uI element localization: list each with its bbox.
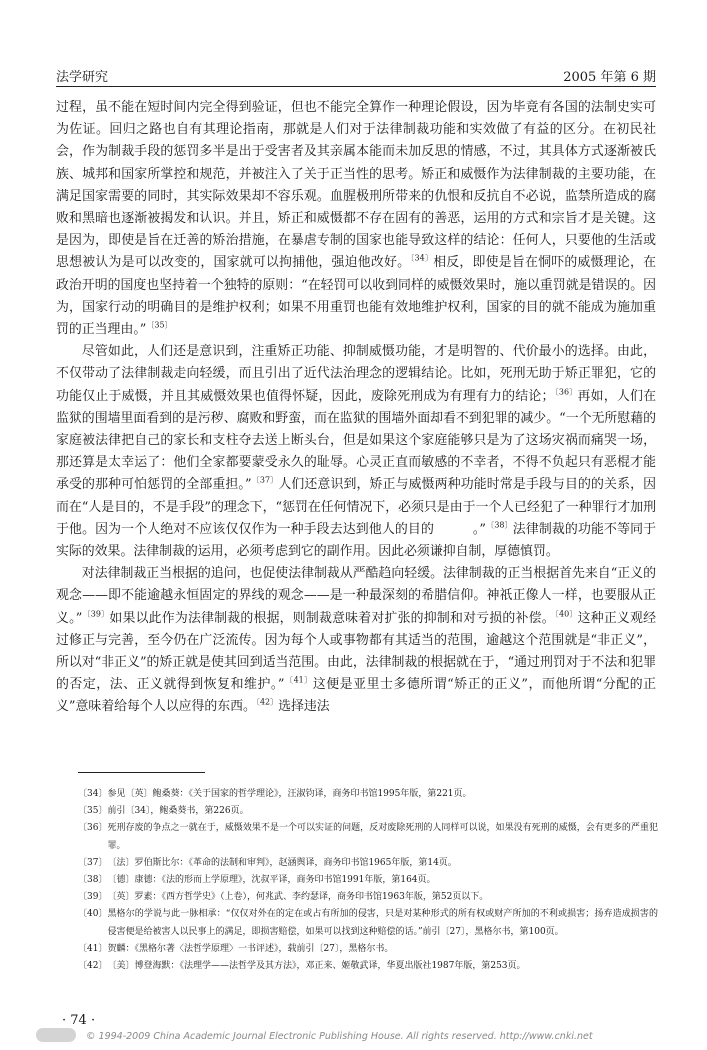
paragraph-text: 过程，虽不能在短时间内完全得到验证，但也不能完全算作一种理论假设，因为毕竟有各国的法制史实可为佐证。回归之路也自有其理论指南，那就是人们对于法律制裁功能和实效做了有益的区分。在初民社会，作为制裁手段的惩罚多半是出于受害者及其亲属本能而未加反思的情感，不过，其具体方式逐渐被氏族、城邦和国家所掌控和规范，并被注入了关于正当性的思考。矫正和威慑作为法律制裁的主要功能，在满足国家需要的同时，其实际效果却不容乐观。血腥极刑所带来的仇恨和反抗自不必说，监禁所造成的腐败和黑暗也逐渐被揭发和认识。并且，矫正和威慑都不存在固有的善恶，运用的方式和宗旨才是关键。这是因为，即使是旨在迁善的矫治措施，在暴虐专制的国家也能导致这样的结论：任何人，只要他的生活或思想被认为是可以改变的，国家就可以拘捕他，强迫他改好。 [56,100,656,271]
paragraph-text: 选择违法 [278,699,330,715]
footnote-number: 〔40〕 [78,909,108,920]
footnote-ref-number: 35 [154,320,165,330]
footnote-ref: 〔38〕 [486,520,513,530]
footnote-item [78,803,658,820]
footnote-ref: 〔41〕 [284,675,313,685]
paragraph-text: 相反，即使是旨在恫吓的威慑理论，在政治开明的国度也坚持着一个独特的原则：“在轻罚可以收到同样的威慑效果时，施以重罚就是错误的。因为，国家行动的明确目的是维护权利；如果不用重罚也能有效地维护权利，国家的目的就不能成为施加重罚的正当理由。” [56,255,657,338]
page-number: · 74 · [62,1013,96,1028]
paragraph-text: 尽管如此，人们还是意识到，注重矫正功能、抑制威慑功能，才是明智的、代价最小的选择。由此，不仅带动了法律制裁走向轻缓，而且引出了近代法治理念的逻辑结论。比如，死刑无助于矫正罪犯，它的功能仅止于威慑，并且其威慑效果也值得怀疑，因此，废除死刑成为有理有力的结论； [56,344,656,404]
footnote-ref: 〔42〕 [255,698,279,708]
footnote-ref-number: 42 [259,698,271,708]
footnote-ref-number: 37 [259,476,271,486]
footnote-text: 〔法〕罗伯斯比尔：《革命的法制和审判》，赵涵舆译，商务印书馆1965年版，第14页。 [107,857,457,868]
footnote-item [78,941,658,958]
footnote-number: 〔42〕 [78,961,108,972]
paragraph-text: 这便是亚里士多德所谓“矫正的正义”，而他所谓“分配的正义”意味着给每个人以应得的东西。 [56,677,657,715]
footnote-rule [78,772,205,773]
footnote-item [78,820,658,854]
footnote-number: 〔37〕 [78,857,108,868]
paragraph [56,341,656,563]
paragraph-text: 法律制裁的功能不等同于实际的效果。法律制裁的运用，必须考虑到它的副作用。因此必须谦抑自制，厚德慎罚。 [56,521,657,560]
footnote-text: 贺麟：《黑格尔著〈法哲学原理〉一书评述》，载前引〔27〕，黑格尔书。 [107,943,394,954]
footnote-ref-number: 41 [293,675,304,685]
footnote-text: 〔德〕康德：《法的形而上学原理》，沈叔平译，商务印书馆1991年版，第164页。 [107,875,436,886]
running-header [56,66,656,86]
footnote-text: 〔美〕博登海默：《法理学——法哲学及其方法》，邓正来、姬敬武译，华夏出版社1987年版，第253页。 [107,961,526,972]
paragraph-text: 对法律制裁正当根据的追问，也促使法律制裁从严酷趋向轻缓。法律制裁的正当根据首先来自“正义的观念——即不能逾越永恒固定的界线的观念——是一种最深刻的希腊信仰。神祇正像人一样，也要服从正义。” [56,566,656,626]
paragraph-text: 再如，人们在监狱的围墙里面看到的是污秽、腐败和野蛮，而在监狱的围墙外面却看不到犯罪的减少。“一个无所慰藉的家庭被法律把自己的家长和支柱夺去送上断头台，但是如果这个家庭能够只是为了这场灾祸而痛哭一场，那还算是太幸运了：他们全家都要蒙受永久的耻辱。心灵正直而敏感的不幸者，不得不负起只有恶棍才能承受的那种可怕惩罚的全部重担。” [56,388,657,493]
footnote-item [78,906,658,940]
footnote-number: 〔39〕 [78,892,108,903]
footnote-item [78,958,658,975]
footnote-ref-number: 38 [494,520,505,530]
footnote-ref-number: 36 [558,387,570,397]
footnote-ref-number: 39 [90,609,101,619]
footnote-number: 〔36〕 [78,823,108,834]
footnote-ref: 〔37〕 [251,476,279,486]
paragraph [56,97,656,341]
footnote-ref: 〔35〕 [146,320,173,330]
paragraph [56,563,656,718]
footnote-number: 〔41〕 [78,943,108,954]
copyright-footer: © 1994-2009 China Academic Journal Electronic Publishing House. All rights reserved. http://www.cnki.net [86,1031,593,1042]
footnote-number: 〔34〕 [78,789,108,799]
footnote-ref-number: 40 [559,609,570,619]
footnote-text: 〔英〕罗素：《西方哲学史》（上卷），何兆武、李约瑟译，商务印书馆1963年版，第52页以下。 [107,892,489,903]
cnki-logo [36,1028,76,1042]
footnotes [78,786,658,975]
journal-title: 法学研究 [56,70,109,85]
paragraph-text: 。” [472,521,487,537]
footnote-ref: 〔34〕 [410,254,434,264]
footnote-ref: 〔36〕 [554,387,578,397]
footnote-ref: 〔40〕 [554,609,578,619]
footnote-item [78,889,658,906]
footnote-text: 黑格尔的学说与此一脉相承：“仅仅对外在的定在或占有所加的侵害，只是对某种形式的所有权或财产所加的不利或损害；扬弃造成损害的侵害便是给被害人以民事上的满足，即损害赔偿，如果可以找到这种赔偿的话。”前引〔27〕，黑格尔书，第100页。 [107,909,658,937]
header-rule [56,86,656,87]
footnote-text: 参见〔英〕鲍桑葵：《关于国家的哲学理论》，汪淑钧译，商务印书馆1995年版，第221页。 [107,789,472,799]
footnote-text: 前引〔34〕，鲍桑葵书，第226页。 [107,806,249,817]
footnote-item [78,786,658,803]
footnote-text: 死刑存废的争点之一就在于，威慑效果不是一个可以实证的问题，反对废除死刑的人同样可以说，如果没有死刑的威慑，会有更多的严重犯罪。 [107,823,658,851]
footnote-item [78,855,658,872]
footnote-number: 〔35〕 [78,806,108,817]
paragraph-text: 如果以此作为法律制裁的根据，则制裁意味着对扩张的抑制和对亏损的补偿。 [109,610,555,626]
footnote-ref-number: 34 [414,254,425,264]
paragraph-text: 人们还意识到，矫正与威慑两种功能时常是手段与目的的关系，因而在“人是目的，不是手段”的理念下，“惩罚在任何情况下，必须只是由于一个人已经犯了一种罪行才加刑于他。因为一个人绝对不应该仅仅作为一种手段去达到他人的目的 [56,477,657,537]
paragraph-text: 这种正义观经过修正与完善，至今仍在广泛流传。因为每个人或事物都有其适当的范围，逾越这个范围就是“非正义”，所以对“非正义”的矫正就是使其回到适当范围。由此，法律制裁的根据就在于，“通过刑罚对于不法和犯罪的否定，法、正义就得到恢复和维护。” [56,610,657,693]
footnote-item [78,872,658,889]
footnote-number: 〔38〕 [78,875,108,886]
footnote-ref: 〔39〕 [82,609,110,619]
issue-label: 2005 年第 6 期 [563,70,656,85]
body-text [56,97,656,719]
